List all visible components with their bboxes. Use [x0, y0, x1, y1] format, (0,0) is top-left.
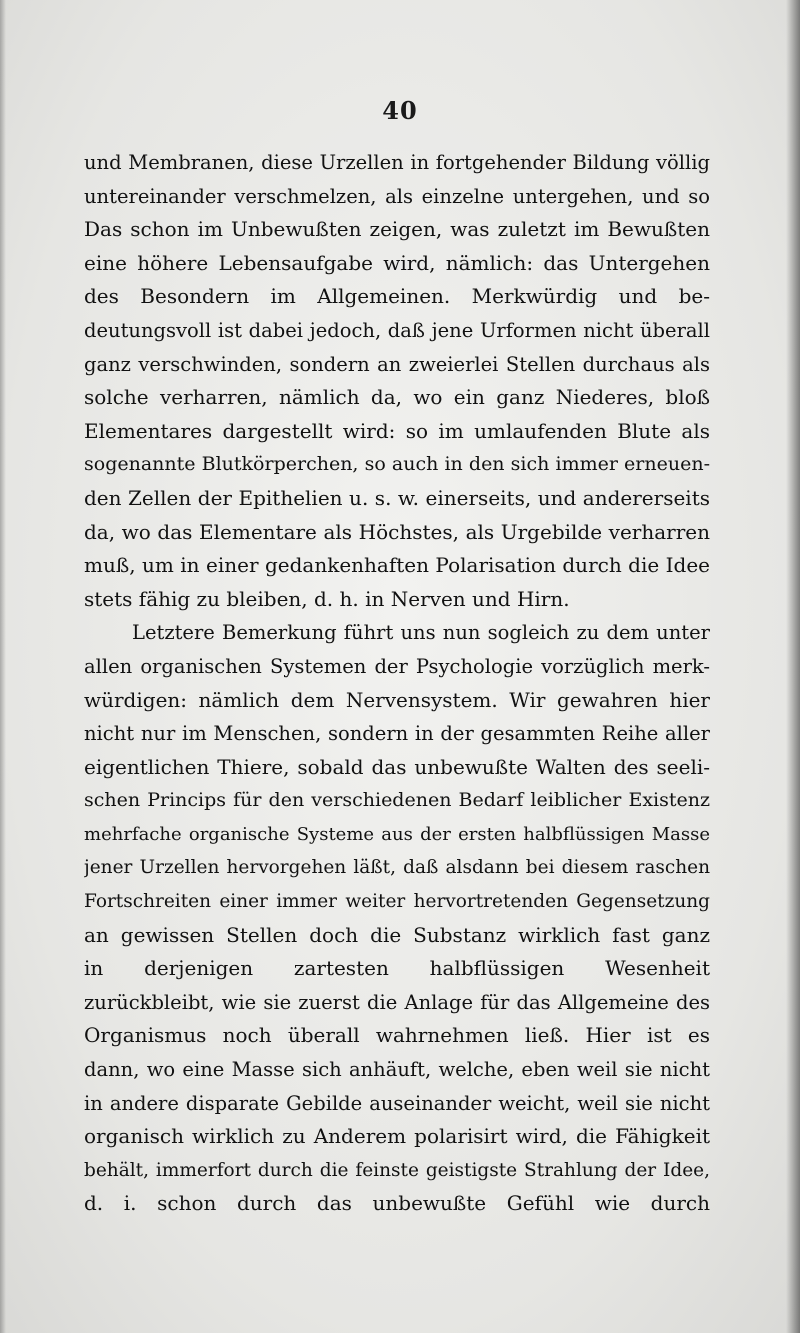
- text-line: an gewissen Stellen doch die Substanz wirklich fast ganz: [84, 922, 710, 947]
- text-line: des Besondern im Allgemeinen. Merkwürdig und be-: [84, 284, 710, 309]
- text-line: Das schon im Unbewußten zeigen, was zuletzt im Bewußten: [84, 217, 710, 242]
- text-line: stets fähig zu bleiben, d. h. in Nerven und Hirn.: [84, 586, 570, 611]
- text-line: Fortschreiten einer immer weiter hervortretenden Gegensetzung: [84, 891, 710, 913]
- page-shadow-left: [0, 0, 6, 1333]
- text-line: solche verharren, nämlich da, wo ein ganz Niederes, bloß: [84, 385, 710, 410]
- text-line: eigentlichen Thiere, sobald das unbewußte Walten des seeli-: [84, 754, 710, 779]
- text-line: in andere disparate Gebilde auseinander weicht, weil sie nicht: [84, 1091, 710, 1115]
- text-line: allen organischen Systemen der Psychologie vorzüglich merk-: [84, 654, 710, 678]
- text-line: in derjenigen zartesten halbflüssigen Wesenheit: [84, 956, 710, 981]
- body-text: [84, 146, 710, 1221]
- text-line-paragraph-start: Letztere Bemerkung führt uns nun sogleich zu dem unter: [132, 621, 710, 645]
- text-line: d. i. schon durch das unbewußte Gefühl wie durch: [84, 1191, 710, 1216]
- text-line: den Zellen der Epithelien u. s. w. einerseits, und andererseits: [84, 485, 710, 510]
- page-number: 40: [382, 96, 418, 125]
- text-line: dann, wo eine Masse sich anhäuft, welche, eben weil sie nicht: [84, 1058, 710, 1082]
- text-line: jener Urzellen hervorgehen läßt, daß alsdann bei diesem raschen: [84, 857, 710, 879]
- text-line: Elementares dargestellt wird: so im umlaufenden Blute als: [84, 418, 710, 443]
- page-shadow-right: [786, 0, 800, 1333]
- text-line: da, wo das Elementare als Höchstes, als Urgebilde verharren: [84, 519, 710, 544]
- text-line: würdigen: nämlich dem Nervensystem. Wir gewahren hier: [84, 687, 710, 712]
- text-line: eine höhere Lebensaufgabe wird, nämlich: das Untergehen: [84, 250, 710, 275]
- text-line: und Membranen, diese Urzellen in fortgehender Bildung völlig: [84, 151, 710, 174]
- text-line: deutungsvoll ist dabei jedoch, daß jene Urformen nicht überall: [84, 318, 710, 342]
- text-line: organisch wirklich zu Anderem polarisirt wird, die Fähigkeit: [84, 1124, 710, 1149]
- text-line: ganz verschwinden, sondern an zweierlei Stellen durchaus als: [84, 352, 710, 376]
- text-line: mehrfache organische Systeme aus der ersten halbflüssigen Masse: [84, 823, 710, 845]
- text-line: muß, um in einer gedankenhaften Polarisation durch die Idee: [84, 553, 710, 578]
- text-line: schen Princips für den verschiedenen Bedarf leiblicher Existenz: [84, 789, 710, 812]
- text-line: Organismus noch überall wahrnehmen ließ. Hier ist es: [84, 1023, 710, 1048]
- text-line: nicht nur im Menschen, sondern in der gesammten Reihe aller: [84, 722, 710, 746]
- text-line: sogenannte Blutkörperchen, so auch in den sich immer erneuen-: [84, 453, 710, 476]
- text-line: untereinander verschmelzen, als einzelne untergehen, und so: [84, 184, 710, 208]
- text-line: zurückbleibt, wie sie zuerst die Anlage für das Allgemeine des: [84, 990, 710, 1014]
- text-line: behält, immerfort durch die feinste geistigste Strahlung der Idee,: [84, 1159, 710, 1181]
